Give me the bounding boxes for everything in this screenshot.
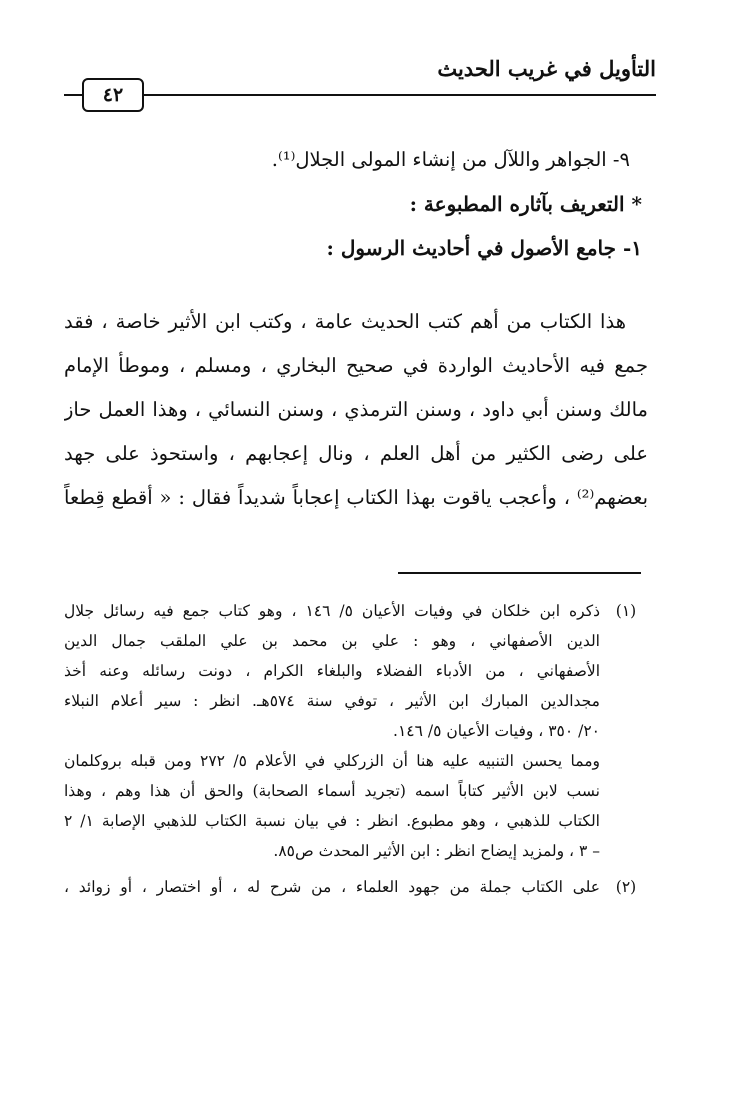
footnote-line: ٢٠/ ٣٥٠ ، وفيات الأعيان ٥/ ١٤٦. [393, 722, 600, 740]
main-text [64, 138, 650, 270]
footnote-line: الدين الأصفهاني ، وهو : علي بن محمد بن علي الملقب جمال الدين [64, 632, 600, 650]
footnote-line: – ٣ ، ولمزيد إيضاح انظر : ابن الأثير المحدث ص٨٥. [273, 842, 600, 860]
footnote-1-continuation [64, 746, 646, 866]
footnote-separator [398, 572, 641, 574]
paragraph-line: مالك وسنن أبي داود ، وسنن الترمذي ، وسنن النسائي ، وهذا العمل حاز [64, 398, 648, 421]
header-title: التأويل في غريب الحديث [437, 56, 656, 81]
page-number: ٤٢ [82, 78, 144, 112]
footnote-line: مجدالدين المبارك ابن الأثير ، توفي سنة ٥٧٤هـ. انظر : سير أعلام النبلاء [64, 692, 600, 710]
footnote-line: على الكتاب جملة من جهود العلماء ، من شرح له ، أو اختصار ، أو زوائد ، [64, 878, 600, 896]
footnote-line: ذكره ابن خلكان في وفيات الأعيان ٥/ ١٤٦ ، وهو كتاب جمع فيه رسائل جلال [64, 602, 600, 620]
footnote-number: (٢) [615, 878, 637, 896]
footnote-1 [64, 596, 646, 746]
footnote-line: الكتاب للذهبي ، وهو مطبوع. انظر : في بيان نسبة الكتاب للذهبي الإصابة ١/ ٢ [64, 812, 600, 830]
footnote-2 [64, 872, 646, 902]
paragraph-line: بعضهم⁽²⁾ ، وأعجب ياقوت بهذا الكتاب إعجاباً شديداً فقال : « أقطع قِطعاً [64, 486, 648, 509]
paragraph-line: جمع فيه الأحاديث الواردة في صحيح البخاري ، ومسلم ، وموطأ الإمام [64, 354, 648, 377]
footnotes [64, 596, 646, 902]
body-paragraph [64, 300, 648, 520]
footnote-line: الأصفهاني ، من الأدباء الفضلاء والبلغاء الكرام ، دونت رسائله وعنه أخذ [64, 662, 600, 680]
paragraph-line: على رضى الكثير من أهل العلم ، ونال إعجابهم ، واستحوذ على جهد [64, 442, 648, 465]
book-heading: ١- جامع الأصول في أحاديث الرسول : [326, 236, 642, 260]
paragraph-line: هذا الكتاب من أهم كتب الحديث عامة ، وكتب ابن الأثير خاصة ، فقد [64, 310, 626, 333]
section-heading: * التعريف بآثاره المطبوعة : [409, 192, 642, 216]
list-item-9: ٩- الجواهر واللآل من إنشاء المولى الجلال⁽¹⁾. [271, 148, 630, 171]
running-header [64, 56, 656, 106]
footnote-line: ومما يحسن التنبيه عليه هنا أن الزركلي في الأعلام ٥/ ٢٧٢ ومن قبله بروكلمان [64, 752, 600, 770]
footnote-line: نسب لابن الأثير كتاباً اسمه (تجريد أسماء الصحابة) والحق أن هذا وهم ، وهذا [64, 782, 600, 800]
header-rule [64, 94, 656, 96]
footnote-number: (١) [615, 602, 637, 620]
